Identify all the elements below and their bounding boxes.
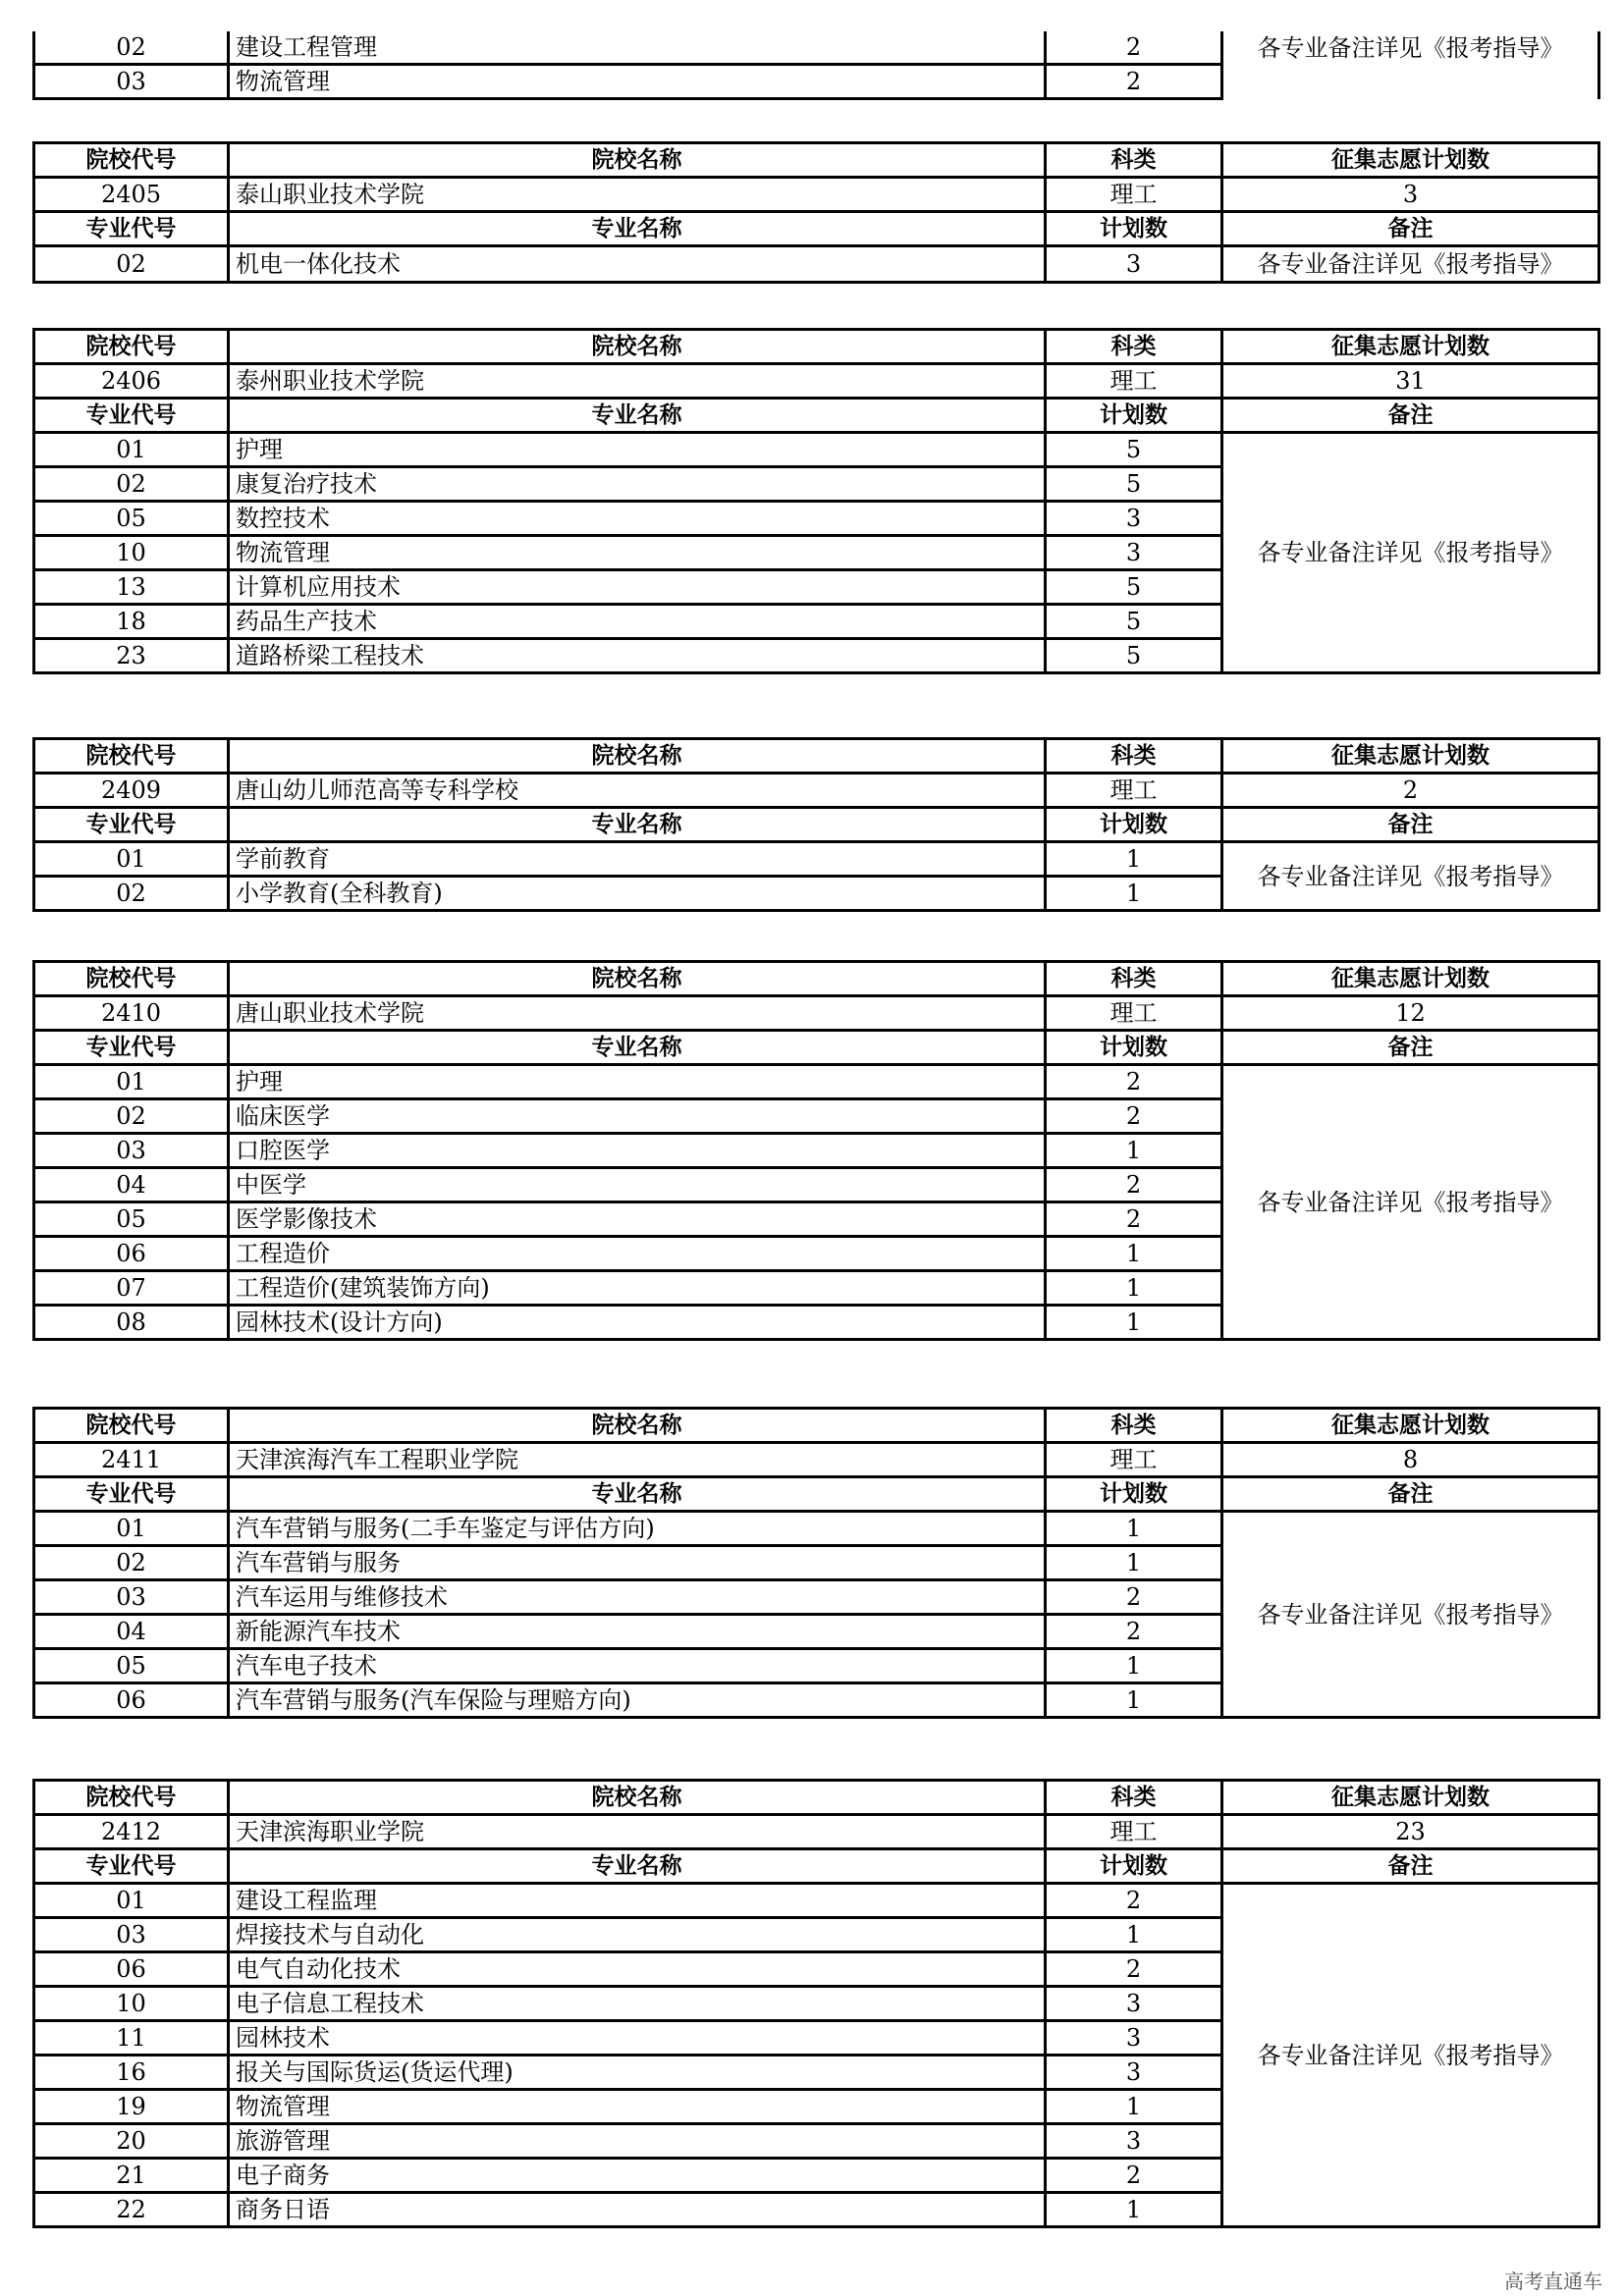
major-name: 临床医学: [229, 1099, 1046, 1134]
major-name: 报关与国际货运(货运代理): [229, 2056, 1046, 2090]
major-row: [34, 1065, 1599, 1099]
school-category: 理工: [1046, 996, 1222, 1031]
major-name: 建设工程管理: [229, 31, 1046, 65]
major-name: 数控技术: [229, 502, 1046, 536]
major-name: 口腔医学: [229, 1134, 1046, 1168]
school-code-header: 院校代号: [34, 1781, 229, 1815]
major-row: [34, 842, 1599, 877]
major-name: 工程造价(建筑装饰方向): [229, 1271, 1046, 1306]
school-table-2409: [32, 737, 1600, 912]
school-header-row: [34, 1409, 1599, 1443]
school-category: 理工: [1046, 364, 1222, 399]
major-plan: 5: [1046, 639, 1222, 673]
major-code: 02: [34, 1546, 229, 1580]
major-plan: 1: [1046, 1306, 1222, 1340]
school-name-header: 院校名称: [229, 330, 1046, 364]
major-name: 物流管理: [229, 536, 1046, 570]
major-code: 02: [34, 1099, 229, 1134]
major-name-header: 专业名称: [229, 1477, 1046, 1512]
note-header: 备注: [1222, 1031, 1599, 1065]
school-code-header: 院校代号: [34, 143, 229, 178]
school-name: 天津滨海汽车工程职业学院: [229, 1443, 1046, 1477]
note-header: 备注: [1222, 399, 1599, 433]
school-code-header: 院校代号: [34, 1409, 229, 1443]
school-quota: 31: [1222, 364, 1599, 399]
school-name-header: 院校名称: [229, 962, 1046, 996]
school-info-row: [34, 1443, 1599, 1477]
quota-header: 征集志愿计划数: [1222, 143, 1599, 178]
major-code: 04: [34, 1168, 229, 1202]
major-name: 学前教育: [229, 842, 1046, 877]
major-name: 焊接技术与自动化: [229, 1918, 1046, 1952]
school-code: 2411: [34, 1443, 229, 1477]
school-info-row: [34, 178, 1599, 212]
major-code: 20: [34, 2124, 229, 2159]
school-name-header: 院校名称: [229, 1781, 1046, 1815]
major-code: 19: [34, 2090, 229, 2124]
school-quota: 23: [1222, 1815, 1599, 1849]
major-name: 电气自动化技术: [229, 1952, 1046, 1987]
major-name: 护理: [229, 1065, 1046, 1099]
school-table-2412: [32, 1779, 1600, 2228]
major-code: 10: [34, 536, 229, 570]
note-header: 备注: [1222, 212, 1599, 246]
major-code: 05: [34, 1649, 229, 1683]
major-plan: 2: [1046, 31, 1222, 65]
major-name: 电子信息工程技术: [229, 1987, 1046, 2021]
major-plan: 2: [1046, 2159, 1222, 2193]
major-code: 07: [34, 1271, 229, 1306]
major-code-header: 专业代号: [34, 1849, 229, 1884]
category-header: 科类: [1046, 962, 1222, 996]
school-code: 2406: [34, 364, 229, 399]
school-category: 理工: [1046, 178, 1222, 212]
school-name-header: 院校名称: [229, 143, 1046, 178]
school-name: 泰州职业技术学院: [229, 364, 1046, 399]
major-plan: 1: [1046, 1649, 1222, 1683]
major-plan: 3: [1046, 502, 1222, 536]
major-code: 08: [34, 1306, 229, 1340]
major-plan: 1: [1046, 2090, 1222, 2124]
major-plan: 5: [1046, 467, 1222, 502]
major-code: 03: [34, 1580, 229, 1615]
school-category: 理工: [1046, 774, 1222, 808]
major-code-header: 专业代号: [34, 212, 229, 246]
school-header-row: [34, 330, 1599, 364]
major-header-row: [34, 1477, 1599, 1512]
watermark: 高考直通车: [1504, 2269, 1602, 2293]
major-name: 康复治疗技术: [229, 467, 1046, 502]
plan-header: 计划数: [1046, 399, 1222, 433]
school-quota: 3: [1222, 178, 1599, 212]
major-plan: 2: [1046, 1580, 1222, 1615]
plan-header: 计划数: [1046, 1031, 1222, 1065]
major-code: 22: [34, 2193, 229, 2227]
quota-header: 征集志愿计划数: [1222, 962, 1599, 996]
major-name: 园林技术: [229, 2021, 1046, 2056]
major-code-header: 专业代号: [34, 1477, 229, 1512]
major-name-header: 专业名称: [229, 808, 1046, 842]
major-code: 11: [34, 2021, 229, 2056]
school-code: 2410: [34, 996, 229, 1031]
major-name: 药品生产技术: [229, 605, 1046, 639]
major-code-header: 专业代号: [34, 808, 229, 842]
major-plan: 1: [1046, 1134, 1222, 1168]
note-header: 备注: [1222, 1477, 1599, 1512]
major-name: 汽车营销与服务(二手车鉴定与评估方向): [229, 1512, 1046, 1546]
note-header: 备注: [1222, 1849, 1599, 1884]
major-row: [34, 246, 1599, 283]
school-name-header: 院校名称: [229, 1409, 1046, 1443]
note-header: 备注: [1222, 808, 1599, 842]
major-name: 护理: [229, 433, 1046, 467]
category-header: 科类: [1046, 739, 1222, 774]
major-row: [34, 1884, 1599, 1918]
major-name-header: 专业名称: [229, 212, 1046, 246]
major-code: 01: [34, 1065, 229, 1099]
major-name: 中医学: [229, 1168, 1046, 1202]
school-info-row: [34, 364, 1599, 399]
remark-cell: 各专业备注详见《报考指导》: [1222, 246, 1599, 283]
major-plan: 3: [1046, 1987, 1222, 2021]
major-name: 汽车营销与服务: [229, 1546, 1046, 1580]
major-plan: 2: [1046, 1099, 1222, 1134]
major-code: 01: [34, 1512, 229, 1546]
major-code: 02: [34, 246, 229, 283]
major-plan: 1: [1046, 1546, 1222, 1580]
major-header-row: [34, 399, 1599, 433]
category-header: 科类: [1046, 1409, 1222, 1443]
major-row: [34, 433, 1599, 467]
major-code: 02: [34, 467, 229, 502]
major-plan: 1: [1046, 1512, 1222, 1546]
remark-cell: 各专业备注详见《报考指导》: [1222, 1884, 1599, 2227]
remark-cell: 各专业备注详见《报考指导》: [1222, 842, 1599, 911]
major-code: 04: [34, 1615, 229, 1649]
school-table-2411: [32, 1407, 1600, 1719]
major-plan: 2: [1046, 1202, 1222, 1237]
major-code: 10: [34, 1987, 229, 2021]
major-code: 18: [34, 605, 229, 639]
major-code: 06: [34, 1237, 229, 1271]
major-plan: 5: [1046, 570, 1222, 605]
school-table-2406: [32, 328, 1600, 674]
major-header-row: [34, 1031, 1599, 1065]
major-code: 02: [34, 877, 229, 911]
school-name: 唐山幼儿师范高等专科学校: [229, 774, 1046, 808]
major-plan: 5: [1046, 433, 1222, 467]
major-code: 05: [34, 502, 229, 536]
continued-majors-table: [32, 31, 1600, 100]
major-name: 建设工程监理: [229, 1884, 1046, 1918]
major-plan: 2: [1046, 1065, 1222, 1099]
major-plan: 3: [1046, 2021, 1222, 2056]
major-name: 计算机应用技术: [229, 570, 1046, 605]
school-name: 泰山职业技术学院: [229, 178, 1046, 212]
school-name: 唐山职业技术学院: [229, 996, 1046, 1031]
remark-cell: 各专业备注详见《报考指导》: [1222, 433, 1599, 673]
school-quota: 12: [1222, 996, 1599, 1031]
plan-header: 计划数: [1046, 1477, 1222, 1512]
major-code: 01: [34, 842, 229, 877]
major-plan: 2: [1046, 1615, 1222, 1649]
major-plan: 3: [1046, 2124, 1222, 2159]
major-name: 新能源汽车技术: [229, 1615, 1046, 1649]
major-name: 道路桥梁工程技术: [229, 639, 1046, 673]
school-quota: 2: [1222, 774, 1599, 808]
major-code: 05: [34, 1202, 229, 1237]
major-name-header: 专业名称: [229, 1031, 1046, 1065]
major-code: 01: [34, 433, 229, 467]
school-header-row: [34, 1781, 1599, 1815]
school-name-header: 院校名称: [229, 739, 1046, 774]
school-code-header: 院校代号: [34, 330, 229, 364]
major-code: 03: [34, 65, 229, 99]
major-code-header: 专业代号: [34, 1031, 229, 1065]
major-name: 医学影像技术: [229, 1202, 1046, 1237]
quota-header: 征集志愿计划数: [1222, 739, 1599, 774]
major-plan: 5: [1046, 605, 1222, 639]
major-plan: 1: [1046, 2193, 1222, 2227]
major-name: 机电一体化技术: [229, 246, 1046, 283]
school-info-row: [34, 774, 1599, 808]
school-quota: 8: [1222, 1443, 1599, 1477]
category-header: 科类: [1046, 330, 1222, 364]
school-info-row: [34, 996, 1599, 1031]
major-name: 旅游管理: [229, 2124, 1046, 2159]
major-code: 03: [34, 1134, 229, 1168]
school-header-row: [34, 739, 1599, 774]
major-name: 园林技术(设计方向): [229, 1306, 1046, 1340]
major-name-header: 专业名称: [229, 1849, 1046, 1884]
category-header: 科类: [1046, 143, 1222, 178]
school-header-row: [34, 962, 1599, 996]
school-info-row: [34, 1815, 1599, 1849]
plan-header: 计划数: [1046, 1849, 1222, 1884]
major-plan: 2: [1046, 1952, 1222, 1987]
major-row: [34, 31, 1599, 65]
school-header-row: [34, 143, 1599, 178]
quota-header: 征集志愿计划数: [1222, 1781, 1599, 1815]
major-name: 汽车电子技术: [229, 1649, 1046, 1683]
plan-header: 计划数: [1046, 212, 1222, 246]
major-name: 小学教育(全科教育): [229, 877, 1046, 911]
major-name: 汽车营销与服务(汽车保险与理赔方向): [229, 1683, 1046, 1718]
major-name-header: 专业名称: [229, 399, 1046, 433]
major-code: 16: [34, 2056, 229, 2090]
school-table-2410: [32, 960, 1600, 1341]
major-name: 商务日语: [229, 2193, 1046, 2227]
quota-header: 征集志愿计划数: [1222, 1409, 1599, 1443]
major-name: 电子商务: [229, 2159, 1046, 2193]
major-name: 工程造价: [229, 1237, 1046, 1271]
major-header-row: [34, 1849, 1599, 1884]
major-plan: 1: [1046, 1918, 1222, 1952]
major-code: 21: [34, 2159, 229, 2193]
school-table-2405: [32, 141, 1600, 284]
major-code: 06: [34, 1952, 229, 1987]
major-header-row: [34, 212, 1599, 246]
major-name: 汽车运用与维修技术: [229, 1580, 1046, 1615]
major-plan: 2: [1046, 65, 1222, 99]
major-plan: 3: [1046, 2056, 1222, 2090]
major-plan: 1: [1046, 842, 1222, 877]
major-plan: 2: [1046, 1884, 1222, 1918]
major-code: 03: [34, 1918, 229, 1952]
major-plan: 3: [1046, 536, 1222, 570]
school-code: 2409: [34, 774, 229, 808]
major-code: 13: [34, 570, 229, 605]
category-header: 科类: [1046, 1781, 1222, 1815]
plan-header: 计划数: [1046, 808, 1222, 842]
major-plan: 1: [1046, 1683, 1222, 1718]
major-plan: 3: [1046, 246, 1222, 283]
remark-cell: 各专业备注详见《报考指导》: [1222, 31, 1599, 99]
major-code-header: 专业代号: [34, 399, 229, 433]
major-row: [34, 1512, 1599, 1546]
major-code: 02: [34, 31, 229, 65]
school-name: 天津滨海职业学院: [229, 1815, 1046, 1849]
school-category: 理工: [1046, 1815, 1222, 1849]
remark-cell: 各专业备注详见《报考指导》: [1222, 1065, 1599, 1340]
school-code: 2405: [34, 178, 229, 212]
major-header-row: [34, 808, 1599, 842]
major-code: 23: [34, 639, 229, 673]
major-plan: 1: [1046, 1237, 1222, 1271]
quota-header: 征集志愿计划数: [1222, 330, 1599, 364]
school-code-header: 院校代号: [34, 739, 229, 774]
major-code: 06: [34, 1683, 229, 1718]
school-code: 2412: [34, 1815, 229, 1849]
major-name: 物流管理: [229, 2090, 1046, 2124]
remark-cell: 各专业备注详见《报考指导》: [1222, 1512, 1599, 1718]
school-code-header: 院校代号: [34, 962, 229, 996]
major-plan: 1: [1046, 1271, 1222, 1306]
school-category: 理工: [1046, 1443, 1222, 1477]
major-name: 物流管理: [229, 65, 1046, 99]
major-plan: 1: [1046, 877, 1222, 911]
major-plan: 2: [1046, 1168, 1222, 1202]
major-code: 01: [34, 1884, 229, 1918]
